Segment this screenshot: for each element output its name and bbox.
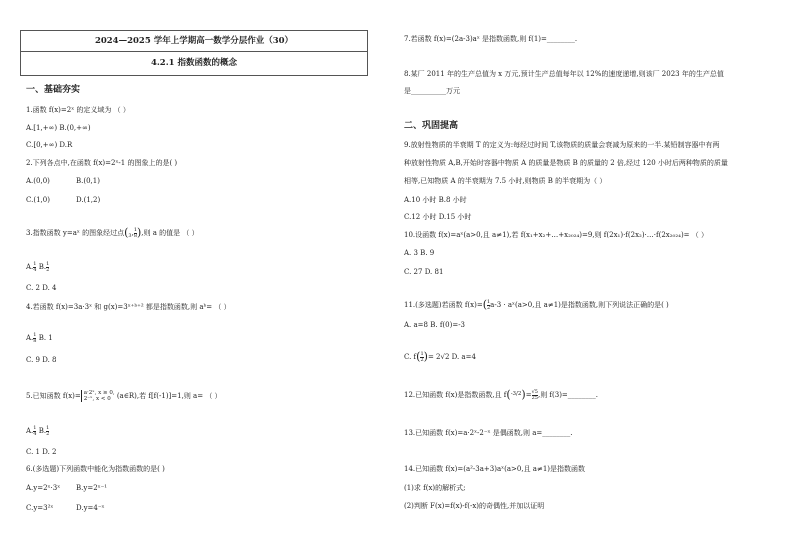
q5-b-fraction [46, 426, 49, 437]
question-3: 3.指数函数 y=aˣ 的图象经过点( 3 , $\frac{1}{8}$ ),则 a 的值是 （ ） [26, 226, 199, 239]
question-9-line-3: 相等,已知物质 A 的半衰期为 7.5 小时,则物质 B 的半衰期为（ ） [404, 177, 607, 185]
page-subtitle: 4.2.1 指数函数的概念 [150, 58, 238, 68]
question-6-option-b: B.y=2ˣ⁻¹ [76, 484, 108, 492]
question-2-option-b: B.(0,1) [76, 177, 100, 185]
question-2-option-c: C.(1,0) [26, 196, 50, 204]
question-6-option-d: D.y=4⁻ˣ [76, 504, 105, 512]
q11-text-end: a-3 · aˣ(a>0,且 a≠1)是指数函数,则下列说法正确的是( ) [490, 301, 669, 309]
q11-c-label: C. f [404, 353, 417, 361]
q5-a-den: 4 [33, 431, 37, 437]
question-4-options-cd: C. 9 D. 8 [26, 356, 57, 364]
question-6: 6.(多选题)下列函数中能化为指数函数的是( ) [26, 465, 165, 473]
q11-num: 1 [486, 299, 491, 305]
section-advanced-heading: 二、巩固提高 [404, 121, 459, 131]
q5-a-fraction [33, 426, 36, 437]
question-11: 11.(多选题)若函数 f(x)=( $\frac{1}{2}$ a-3 · aˣ(a>0,且 a≠1)是指数函数,则下列说法正确的是( ) [404, 298, 669, 311]
question-3-text-end: ,则 a 的值是 （ ） [141, 229, 199, 237]
q3-b-num: 1 [46, 261, 50, 267]
question-10: 10.设函数 f(x)=aˣ(a>0,且 a≠1),若 f(x₁+x₂+…+x₂₀₂₄)=9,则 f(2x₁)·f(2x₂)·…·f(2x₂₀₂₄)= （ ） [404, 231, 708, 239]
q3-a-label: A. [26, 263, 34, 271]
q5-a-num: 1 [33, 425, 37, 431]
question-12: 12.已知函数 f(x)是指数函数,且 f($^{-3/2}$)= $\frac{√5}{25}$ ,则 f(3)=________. [404, 388, 599, 401]
question-7: 7.若函数 f(x)=(2a-3)aˣ 是指数函数,则 f(1)=________. [404, 35, 578, 43]
q4-a-num: 1 [33, 332, 37, 338]
q5-text: 5.已知函数 f(x)= [26, 392, 81, 400]
q11-c-text: = 2√2 D. a=4 [427, 353, 476, 361]
question-1-options-cd: C.[0,+∞) D.R [26, 141, 73, 149]
question-9-options-cd: C.12 小时 D.15 小时 [404, 213, 472, 221]
q11-c-den: 2 [420, 357, 424, 363]
page-title: 2024—2025 学年上学期高一数学分层作业（30） [21, 31, 367, 52]
q4-a-fraction [33, 333, 36, 344]
q5-b-num: 1 [46, 425, 50, 431]
q3-a-fraction [33, 262, 36, 273]
question-3-text: 3.指数函数 y=aˣ 的图象经过点 [26, 229, 125, 237]
q3-b-label: B. [38, 263, 47, 271]
question-11-options-ab: A. a=8 B. f(0)=-3 [404, 321, 466, 329]
question-3-options-cd: C. 2 D. 4 [26, 284, 57, 292]
q11-den: 2 [486, 305, 491, 311]
q3-b-den: 2 [46, 267, 50, 273]
question-6-option-c: C.y=3²ˣ [26, 504, 54, 512]
question-2: 2.下列各点中,在函数 f(x)=2ˣ-1 的图象上的是( ) [26, 159, 178, 167]
question-3-options-ab [26, 262, 49, 273]
question-2-option-a: A.(0,0) [26, 177, 50, 185]
question-9-line-2: 种放射性物质 A,B,开始时容器中物质 A 的质量是物质 B 的质量的 2 倍,经过 120 小时后两种物质的质量 [404, 159, 728, 167]
q12-text-end: ,则 f(3)=________. [537, 391, 599, 399]
question-1-options-ab: A.[1,+∞) B.(0,+∞) [26, 124, 91, 132]
q11-c-num: 1 [420, 351, 424, 357]
question-9-line-1: 9.放射性物质的半衰期 T 的定义为:每经过时间 T,该物质的质量会衰减为原来的一半.某铅制容器中有两 [404, 141, 720, 149]
question-14-part-1: (1)求 f(x)的解析式; [404, 484, 466, 492]
q3-a-num: 1 [33, 261, 37, 267]
q3-point-y-den: 8 [133, 233, 137, 239]
question-3-point-x [128, 234, 131, 239]
q12-text: 12.已知函数 f(x)是指数函数,且 f [404, 391, 507, 399]
question-9-options-ab: A.10 小时 B.8 小时 [404, 196, 467, 204]
q3-b-fraction [46, 262, 49, 273]
q3-point-y-num: 1 [133, 227, 137, 233]
question-4: 4.若函数 f(x)=3a·3ˣ 和 g(x)=3ˣ⁺ᵇ⁺² 都是指数函数,则 aᵇ= （ ） [26, 303, 231, 311]
question-4-options-ab [26, 333, 53, 344]
question-13: 13.已知函数 f(x)=a·2ˣ-2⁻ˣ 是偶函数,则 a=________. [404, 429, 573, 437]
question-6-option-a: A.y=2ˣ·3ˣ [26, 484, 61, 492]
question-10-options-cd: C. 27 D. 81 [404, 268, 444, 276]
section-basic-heading: 一、基础夯实 [26, 85, 81, 95]
q12-den: 25 [531, 395, 538, 401]
q4-b-label: B. 1 [38, 334, 53, 342]
q12-num: √5 [531, 389, 538, 395]
question-5-options-cd: C. 1 D. 2 [26, 448, 57, 456]
question-8-line-2: 是__________万元 [404, 87, 460, 95]
question-5 [26, 390, 222, 402]
question-10-options-ab: A. 3 B. 9 [404, 249, 435, 257]
question-14: 14.已知函数 f(x)=(a²-3a+3)aˣ(a>0,且 a≠1)是指数函数 [404, 465, 586, 473]
q5-text-end: (a∈R),若 f[f(-1)]=1,则 a= （ ） [116, 392, 222, 400]
question-8-line-1: 8.某厂 2011 年的生产总值为 x 万元,预计生产总值每年以 12%的速度递增,则该厂 2023 年的生产总值 [404, 70, 724, 78]
q5-case-1: a·2ˣ, x ≥ 0, [83, 390, 115, 396]
question-5-options-ab [26, 426, 49, 437]
question-1: 1.函数 f(x)=2ˣ 的定义域为 （ ） [26, 106, 130, 114]
q5-b-den: 2 [46, 431, 50, 437]
question-14-part-2: (2)判断 F(x)=f(x)-f(-x)的奇偶性,并加以证明 [404, 502, 545, 510]
question-11-options-cd: C. f( $\frac{1}{2}$ )= 2√2 D. a=4 [404, 350, 476, 363]
q5-piecewise [81, 390, 115, 402]
q12-arg: -3/2 [510, 391, 522, 397]
q4-a-label: A. [26, 334, 34, 342]
q3-point-x-value: 3 [128, 233, 132, 239]
q4-a-den: 8 [33, 338, 37, 344]
q5-b-label: B. [38, 427, 47, 435]
q11-text: 11.(多选题)若函数 f(x)= [404, 301, 483, 309]
q5-case-2: 2⁻ˣ, x < 0 [83, 396, 111, 402]
question-2-option-d: D.(1,2) [76, 196, 101, 204]
q3-a-den: 4 [33, 267, 37, 273]
header-box [20, 30, 368, 76]
q5-a-label: A. [26, 427, 34, 435]
